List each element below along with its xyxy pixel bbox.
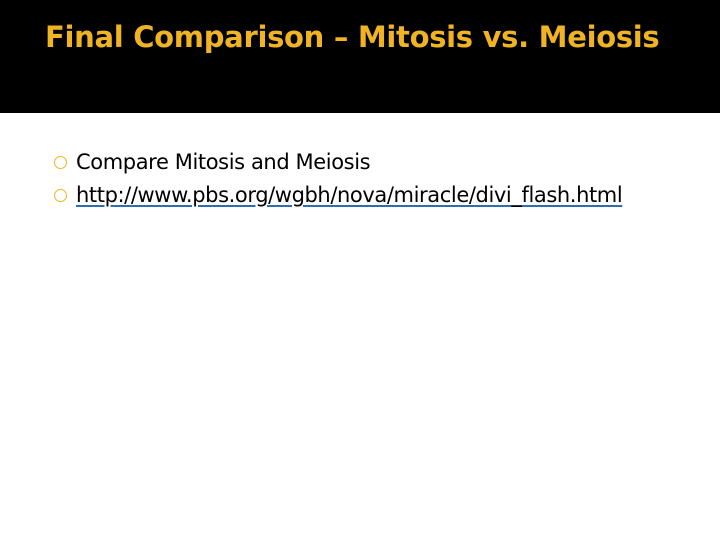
hollow-circle-bullet-icon [54, 156, 67, 169]
hollow-circle-bullet-icon [54, 189, 67, 202]
bullet-item-link [54, 179, 674, 212]
bullet-text: Compare Mitosis and Meiosis [76, 150, 371, 174]
pbs-link[interactable]: http://www.pbs.org/wgbh/nova/miracle/divi_flash.html [76, 183, 623, 207]
bullet-item-compare [54, 146, 674, 179]
slide-title: Final Comparison – Mitosis vs. Meiosis [45, 20, 660, 54]
bullet-list [54, 146, 674, 212]
title-bar [0, 0, 720, 113]
